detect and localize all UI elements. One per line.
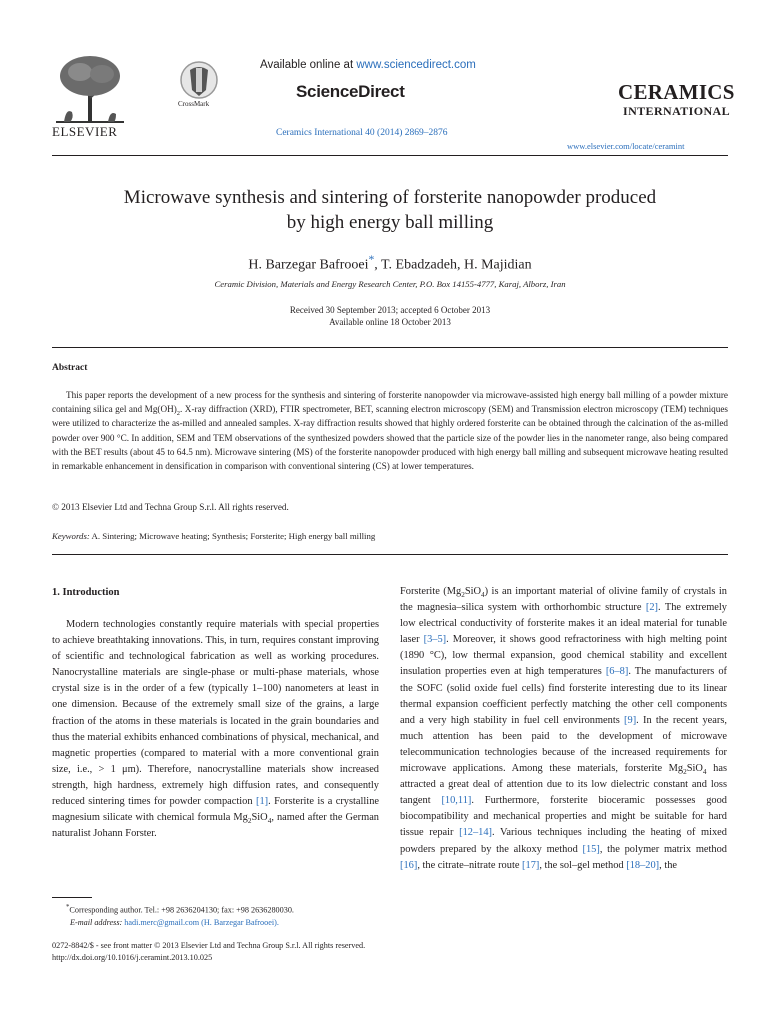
article-dates [60,304,720,328]
journal-url-link[interactable]: www.elsevier.com/locate/ceramint [567,141,685,151]
footnote-divider [52,897,92,898]
corresponding-author-footnote [52,902,382,930]
subscript: 4 [481,591,485,600]
abstract-body [52,388,728,473]
abstract-subscript: 2 [176,410,181,418]
abstract-heading: Abstract [52,363,88,373]
reference-link[interactable]: [10,11] [441,795,472,807]
keywords [52,531,375,541]
abstract-top-divider [52,347,728,348]
subscript: 4 [267,817,272,826]
intro-text: ) is an important material of olivine family of crystals in the magnesia–silica system with orthorhombic structure [400,586,727,614]
intro-text: . Forsterite is a crystalline magnesium silicate with chemical formula Mg [52,796,379,824]
elsevier-wordmark: ELSEVIER [52,124,118,139]
footnote-text: Corresponding author. Tel.: +98 2636204130; fax: +98 2636280030. [69,905,294,915]
page-footer [52,940,365,964]
intro-text: , the polymer matrix method [599,843,727,855]
reference-link[interactable]: [15] [582,843,600,855]
journal-citation[interactable]: Ceramics International 40 (2014) 2869–2876 [276,128,448,138]
crossmark-label: CrossMark [178,100,210,108]
title-line-2: by high energy ball milling [286,212,494,233]
intro-text: . The extremely low electrical conductivity of forsterite makes it an ideal material for tunable laser [400,602,728,646]
intro-text: SiO [686,763,703,775]
intro-text: has attracted a great deal of attention due to its low dielectric constant and loss tangent [400,763,727,807]
reference-link[interactable]: [1] [255,796,269,808]
reference-link[interactable]: [16] [400,859,418,871]
available-online-prefix: Available online at [260,59,357,71]
sciencedirect-link[interactable]: www.sciencedirect.com [356,59,476,71]
reference-link[interactable]: [18–20] [626,859,660,871]
author-1: H. Barzegar Bafrooei [248,257,369,273]
title-line-1: Microwave synthesis and sintering of forsterite nanopowder produced [123,187,657,208]
doi-link[interactable]: http://dx.doi.org/10.1016/j.ceramint.2013.10.025 [52,952,213,962]
intro-text: , the sol–gel method [539,859,627,871]
intro-text: , named after the German naturalist Johann Forster. [52,812,380,840]
elsevier-logo [52,52,128,140]
abstract-text-a: This paper reports the development of a new process for the synthesis and sintering of forsterite nanopowder via microwave-assisted high energy ball milling of a powder mixture containing silica gel and Mg(OH) [52,390,728,415]
received-date: Received 30 September 2013; accepted 6 October 2013 [289,305,491,315]
reference-link[interactable]: [3–5] [423,634,447,646]
section-heading-introduction: 1. Introduction [52,587,120,598]
reference-link[interactable]: [12–14] [459,827,493,839]
keywords-list: A. Sintering; Microwave heating; Synthesis; Forsterite; High energy ball milling [89,531,376,541]
header-divider [52,155,728,156]
available-online-line [260,59,476,71]
article-title [60,185,720,235]
intro-text: . In the recent years, much attention has been paid to the development of microwave telecommunication technologies because of the increased requirements for microwave applications. Among these materials, forsterite Mg [400,714,727,775]
reference-link[interactable]: [17] [522,859,540,871]
other-authors: , T. Ebadzadeh, H. Majidian [374,257,532,273]
corresponding-author-mark[interactable]: * [368,253,375,266]
subscript: 4 [702,768,707,777]
intro-text: SiO [464,586,481,597]
reference-link[interactable]: [6–8] [605,666,629,678]
abstract-text-b: . X-ray diffraction (XRD), FTIR spectrometer, BET, scanning electron microscopy (SEM) and Transmission electron microscopy (TEM) techniques were utilized to characterize the as-milled and annealed samples. X-ray diffraction results showed that highly ordered forsterite can be obtained through the calcination of the as-milled powder over 900 °C. In addition, SEM and TEM observations of the synthesized powders showed that the particle size of the powder lies in the nanometer range, also being compared with the BET results (about 45 to 64.5 nm). Microwave sintering (MS) of the forsterite nanopowder produced with high energy ball milling and subsequent microwave heating resulted in remarkable enhancement in densification in comparison with conventional sintering (CS) at lower temperatures. [52,404,728,472]
elsevier-tree-icon [52,52,128,124]
sciencedirect-logo: ScienceDirect [296,82,405,101]
intro-text: , the [659,859,678,871]
subscript: 2 [683,768,687,777]
intro-text: . Various techniques including the heating of mixed powders prepared by the alkoxy method [400,827,727,855]
intro-text: Forsterite (Mg [400,586,462,597]
affiliation: Ceramic Division, Materials and Energy Research Center, P.O. Box 14155-4777, Karaj, Alborz, Iran [214,279,566,289]
intro-text: . Moreover, it shows good refractoriness with high melting point (1890 °C), low thermal expansion, good chemical stability and excellent insulation properties even at high temperatures [400,634,727,678]
issn-line: 0272-8842/$ - see front matter © 2013 Elsevier Ltd and Techna Group S.r.l. All rights reserved. [52,941,366,950]
intro-text: Modern technologies constantly require materials with special properties to achieve breathtaking innovations. This, in turn, requires constant improving of scientific and technological fabrication as well as working procedures. Nanocrystalline materials are single-phase or multi-phase materials, whose crystal size is in the order of a few (typically 1–100) nanometers at least in one dimension. Because of the extremely small size of the grains, a large fraction of the atoms in these materials is located in the grain boundaries and thus the material exhibits enhanced combinations of physical, mechanical, and magnetic properties (compared to material with a more conventional grain size, i.e., > 1 μm). Therefore, nanocrystalline materials show increased strength, high hardness, extremely high diffusion rates, and consequently reduced sintering times for powder compaction [52,619,379,808]
email-link[interactable]: hadi.merc@gmail.com (H. Barzegar Bafrooei). [122,918,279,928]
intro-text: , the citrate–nitrate route [417,859,523,871]
journal-logo-line1: CERAMICS [618,80,735,104]
right-column-text [400,584,727,874]
crossmark-icon [176,60,222,100]
left-column-text [52,617,379,842]
reference-link[interactable]: [9] [624,714,637,726]
abstract-bottom-divider [52,554,728,555]
reference-link[interactable]: [2] [645,602,659,614]
keywords-label: Keywords: [52,531,90,541]
subscript: 2 [247,817,252,826]
author-list [60,253,720,274]
email-label: E-mail address: [70,918,123,928]
intro-text: SiO [251,812,268,824]
footnote-marker: * [66,904,70,911]
intro-text: . Furthermore, forsterite bioceramic possesses good biocompatibility and mechanical properties and might be suitable for hard tissue repair [400,795,727,839]
crossmark-badge[interactable] [176,60,222,112]
subscript: 2 [461,591,465,600]
journal-logo-line2: INTERNATIONAL [623,104,730,118]
intro-text: . The manufacturers of the SOFC (solid oxide fuel cells) find forsterite interesting due to its linear thermal expansion coefficient perfectly matching the other cell components and a very high stability in fuel cell environments [400,666,727,726]
abstract-copyright: © 2013 Elsevier Ltd and Techna Group S.r.l. All rights reserved. [52,502,289,512]
online-date: Available online 18 October 2013 [329,317,451,327]
